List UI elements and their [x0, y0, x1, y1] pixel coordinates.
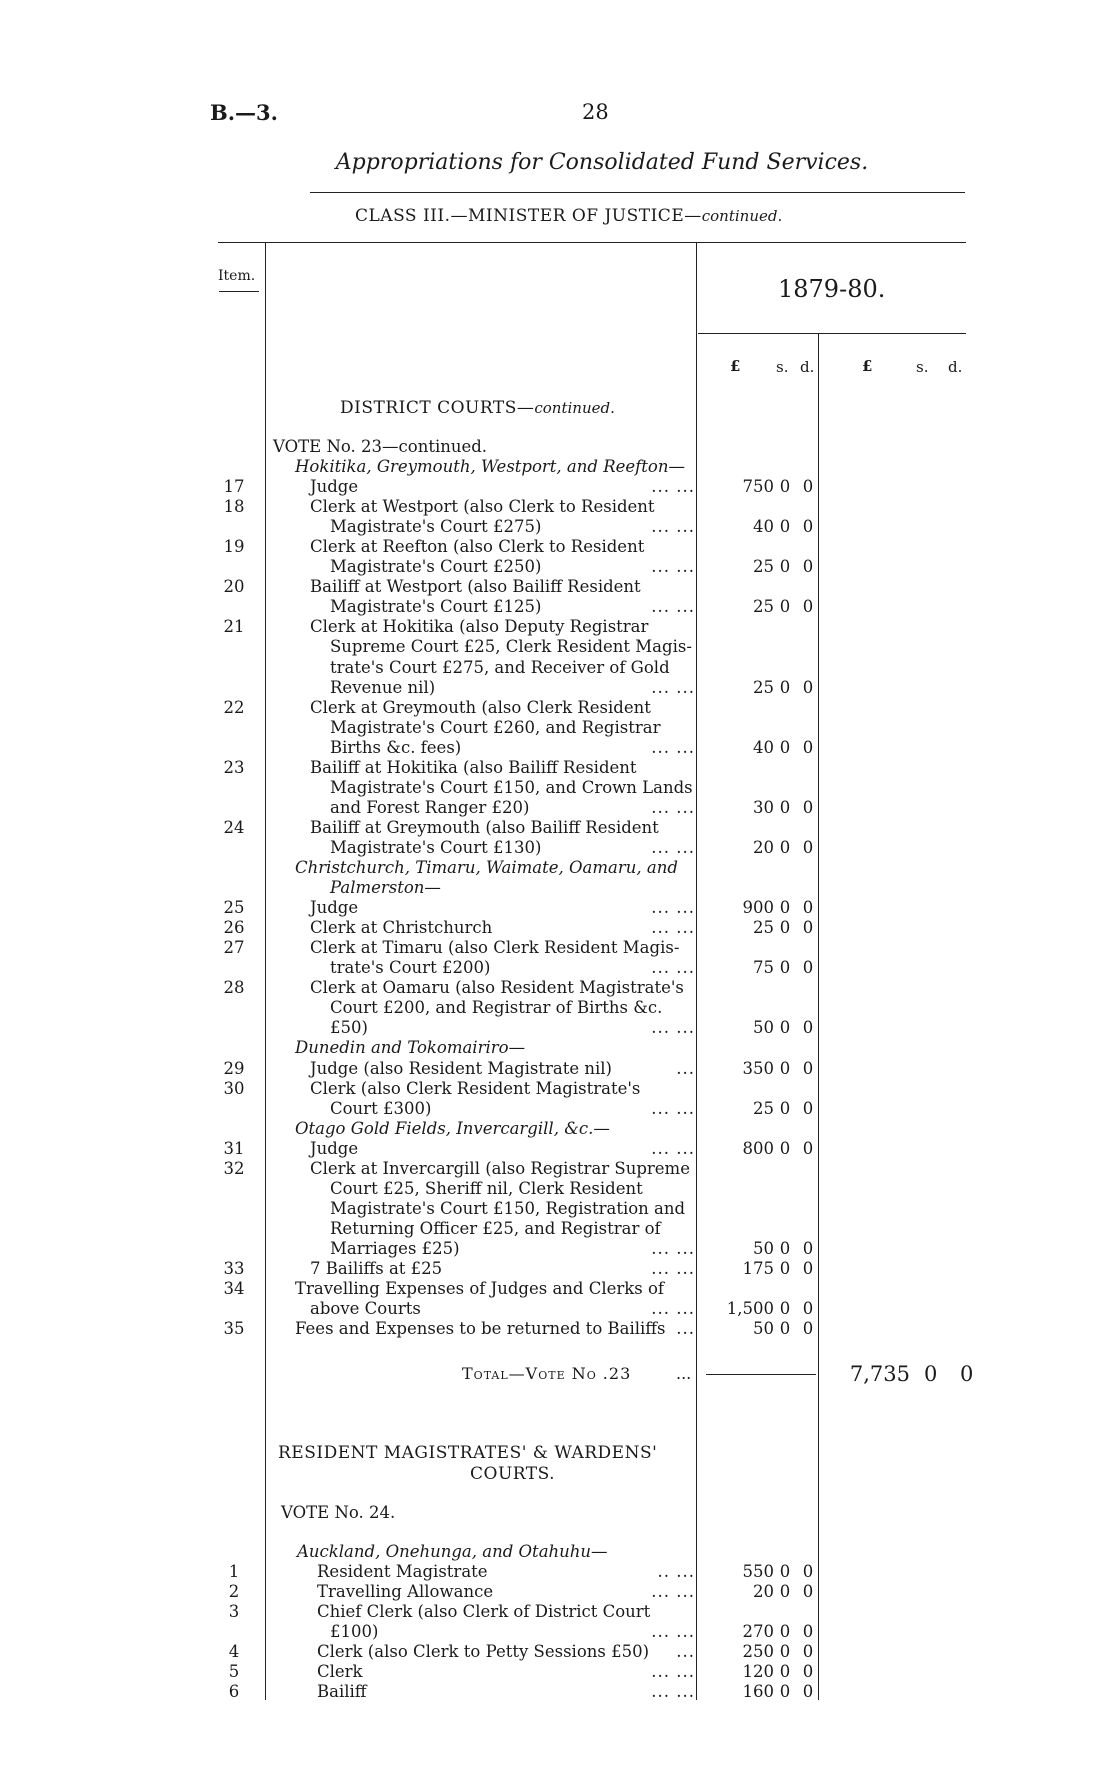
table-row: [0, 1562, 1114, 1582]
item-description: Births &c. fees): [330, 737, 462, 757]
amount-pence: 0: [802, 1259, 814, 1278]
table-row: [0, 798, 1114, 818]
shilling-column-header: s.: [776, 358, 789, 376]
table-row: [0, 938, 1114, 958]
amount-shillings: 0: [779, 1682, 791, 1701]
amount-shillings: 0: [779, 1238, 791, 1258]
amount-pence: 0: [802, 1562, 814, 1581]
item-number: 20: [223, 577, 245, 597]
amount-pounds: 20: [753, 837, 774, 857]
total-dots: ...: [676, 1364, 692, 1383]
item-description: Bailiff at Westport (also Bailiff Resident: [310, 577, 641, 597]
table-row: [0, 1642, 1114, 1662]
leader-dots: ... ...: [651, 918, 695, 938]
year-header: 1879-80.: [778, 275, 886, 303]
table-row: [0, 1179, 1114, 1199]
item-description: Fees and Expenses to be returned to Bailiffs: [295, 1319, 666, 1339]
leader-dots: ... ...: [651, 557, 695, 577]
item-description: Returning Officer £25, and Registrar of: [330, 1218, 661, 1238]
leader-dots: .. ...: [657, 1562, 695, 1581]
amount-pence: 0: [802, 597, 814, 617]
table-row: [0, 457, 1114, 477]
amount-pounds: 50: [753, 1319, 774, 1339]
amount-pence: 0: [802, 1319, 814, 1339]
item-number: 1: [228, 1562, 240, 1581]
amount-shillings: 0: [779, 1622, 791, 1641]
vote-heading: VOTE No. 23—continued.: [273, 437, 488, 456]
item-description: Travelling Expenses of Judges and Clerks of: [295, 1279, 665, 1299]
amount-pounds: 20: [753, 1582, 774, 1601]
amount-pounds: 50: [753, 1238, 774, 1258]
amount-pence: 0: [802, 898, 814, 918]
item-number: 23: [223, 757, 245, 777]
vote-heading-24: VOTE No. 24.: [281, 1503, 396, 1522]
amount-pounds: 75: [753, 958, 774, 978]
amount-shillings: 0: [779, 958, 791, 978]
item-number: 22: [223, 697, 245, 717]
item-description: Hokitika, Greymouth, Westport, and Reefton—: [295, 457, 685, 476]
amount-pounds: 800: [742, 1138, 774, 1158]
table-row: [0, 958, 1114, 978]
amount-pounds: 1,500: [726, 1299, 774, 1319]
table-row: [0, 718, 1114, 738]
table-row: [0, 818, 1114, 838]
amount-pounds: 25: [753, 677, 774, 697]
amount-shillings: 0: [779, 1299, 791, 1319]
title-rule: [310, 192, 965, 193]
item-description: Clerk (also Clerk Resident Magistrate's: [310, 1078, 641, 1098]
table-row: [0, 898, 1114, 918]
item-description: Clerk at Oamaru (also Resident Magistrate's: [310, 978, 684, 998]
item-number: 6: [228, 1682, 240, 1701]
amount-shillings: 0: [779, 1642, 791, 1661]
table-row: [0, 738, 1114, 758]
amount-pence: 0: [802, 1299, 814, 1319]
table-row: [0, 698, 1114, 718]
amount-shillings: 0: [779, 1562, 791, 1581]
item-number: 25: [223, 898, 245, 918]
amount-pence: 0: [802, 1098, 814, 1118]
amount-shillings: 0: [779, 737, 791, 757]
section-title-resident-magistrates-line2: COURTS.: [470, 1464, 556, 1484]
item-header-rule: [219, 291, 259, 292]
document-reference: B.—3.: [210, 100, 278, 125]
item-description: Resident Magistrate: [317, 1562, 488, 1581]
item-description: Travelling Allowance: [317, 1582, 494, 1601]
amount-pounds: 175: [742, 1259, 774, 1278]
page-number: 28: [582, 100, 609, 124]
item-description: Clerk at Westport (also Clerk to Resident: [310, 497, 655, 517]
shilling-total-column-header: s.: [916, 358, 929, 376]
amount-shillings: 0: [779, 517, 791, 537]
amount-shillings: 0: [779, 1319, 791, 1339]
table-row: [0, 858, 1114, 878]
table-row: [0, 637, 1114, 657]
item-description: Judge (also Resident Magistrate nil): [310, 1058, 612, 1078]
section-title-district-courts: DISTRICT COURTS—continued.: [340, 398, 615, 418]
table-row: [0, 1542, 1114, 1562]
item-description: Clerk at Reefton (also Clerk to Resident: [310, 537, 645, 557]
table-row: [0, 1099, 1114, 1119]
item-number: 31: [223, 1138, 245, 1158]
table-row: [0, 658, 1114, 678]
amount-pence: 0: [802, 1642, 814, 1661]
table-row: [0, 1038, 1114, 1058]
amount-pence: 0: [802, 1018, 814, 1038]
item-description: Court £200, and Registrar of Births &c.: [330, 998, 663, 1018]
leader-dots: ...: [676, 1058, 695, 1078]
class-heading: CLASS III.—MINISTER OF JUSTICE—continued.: [355, 206, 783, 226]
leader-dots: ... ...: [651, 1238, 695, 1258]
table-row: [0, 1079, 1114, 1099]
item-description: Chief Clerk (also Clerk of District Court: [317, 1602, 651, 1621]
total-label: Total—Vote No .23: [462, 1364, 632, 1383]
leader-dots: ... ...: [651, 1299, 695, 1319]
item-description: Clerk at Christchurch: [310, 918, 493, 938]
total-pounds: 7,735: [849, 1362, 910, 1386]
item-description: Clerk at Greymouth (also Clerk Resident: [310, 697, 651, 717]
leader-dots: ... ...: [651, 1662, 695, 1681]
amount-shillings: 0: [779, 837, 791, 857]
item-number: 24: [223, 817, 245, 837]
table-row: [0, 978, 1114, 998]
item-description: 7 Bailiffs at £25: [310, 1259, 443, 1278]
amount-shillings: 0: [779, 1098, 791, 1118]
table-row: [0, 1319, 1114, 1339]
amount-pence: 0: [802, 1662, 814, 1681]
table-row: [0, 878, 1114, 898]
leader-dots: ... ...: [651, 837, 695, 857]
year-header-rule: [698, 333, 966, 334]
amount-pence: 0: [802, 1058, 814, 1078]
table-row: [0, 918, 1114, 938]
item-number: 34: [223, 1279, 245, 1299]
amount-pounds: 40: [753, 737, 774, 757]
item-description: Judge: [310, 477, 359, 497]
leader-dots: ... ...: [651, 1259, 695, 1278]
item-number: 26: [223, 918, 245, 938]
item-description: Magistrate's Court £260, and Registrar: [330, 717, 661, 737]
item-description: Magistrate's Court £130): [330, 837, 542, 857]
amount-pence: 0: [802, 517, 814, 537]
item-number: 3: [228, 1602, 240, 1621]
item-number: 5: [228, 1662, 240, 1681]
item-description: Otago Gold Fields, Invercargill, &c.—: [295, 1118, 610, 1138]
item-description: Bailiff at Hokitika (also Bailiff Resident: [310, 757, 637, 777]
amount-shillings: 0: [779, 1259, 791, 1278]
amount-pounds: 25: [753, 1098, 774, 1118]
amount-pounds: 30: [753, 797, 774, 817]
table-row: [0, 1662, 1114, 1682]
leader-dots: ... ...: [651, 958, 695, 978]
amount-pence: 0: [802, 737, 814, 757]
item-description: Magistrate's Court £125): [330, 597, 542, 617]
amount-pence: 0: [802, 837, 814, 857]
amount-shillings: 0: [779, 797, 791, 817]
amount-pence: 0: [802, 918, 814, 938]
table-row: [0, 1239, 1114, 1259]
item-number: 29: [223, 1058, 245, 1078]
pound-total-column-header: £: [862, 357, 873, 375]
amount-pounds: 250: [742, 1642, 774, 1661]
item-description: Palmerston—: [330, 878, 441, 898]
leader-dots: ... ...: [651, 1098, 695, 1118]
amount-pounds: 160: [742, 1682, 774, 1701]
item-description: Clerk (also Clerk to Petty Sessions £50): [317, 1642, 650, 1661]
amount-pounds: 750: [742, 477, 774, 497]
leader-dots: ... ...: [651, 1682, 695, 1701]
amount-shillings: 0: [779, 557, 791, 577]
item-number: 35: [223, 1319, 245, 1339]
page-title: Appropriations for Consolidated Fund Services.: [335, 150, 869, 175]
item-description: and Forest Ranger £20): [330, 797, 530, 817]
leader-dots: ... ...: [651, 1622, 695, 1641]
amount-shillings: 0: [779, 1018, 791, 1038]
table-row: [0, 838, 1114, 858]
table-row: [0, 497, 1114, 517]
item-description: Clerk at Invercargill (also Registrar Supreme: [310, 1158, 690, 1178]
amount-pounds: 120: [742, 1662, 774, 1681]
table-row: [0, 1059, 1114, 1079]
table-row: [0, 517, 1114, 537]
item-description: above Courts: [310, 1299, 421, 1319]
amount-pounds: 350: [742, 1058, 774, 1078]
item-description: Magistrate's Court £275): [330, 517, 542, 537]
item-number: 28: [223, 978, 245, 998]
amount-shillings: 0: [779, 898, 791, 918]
item-description: Clerk at Hokitika (also Deputy Registrar: [310, 617, 649, 637]
amount-pence: 0: [802, 1682, 814, 1701]
item-description: Marriages £25): [330, 1238, 460, 1258]
amount-pounds: 25: [753, 918, 774, 938]
item-description: trate's Court £275, and Receiver of Gold: [330, 657, 670, 677]
table-row: [0, 577, 1114, 597]
amount-shillings: 0: [779, 1138, 791, 1158]
table-row: [0, 1582, 1114, 1602]
amount-pounds: 550: [742, 1562, 774, 1581]
table-row: [0, 477, 1114, 497]
table-row: [0, 1018, 1114, 1038]
item-description: Christchurch, Timaru, Waimate, Oamaru, and: [295, 858, 678, 877]
item-number: 33: [223, 1259, 245, 1278]
leader-dots: ... ...: [651, 898, 695, 918]
item-description: Magistrate's Court £150, Registration and: [330, 1198, 686, 1218]
leader-dots: ...: [676, 1319, 695, 1339]
amount-shillings: 0: [779, 918, 791, 938]
table-row: [0, 1602, 1114, 1622]
table-row: [0, 1622, 1114, 1642]
amount-pounds: 270: [742, 1622, 774, 1641]
table-row: [0, 758, 1114, 778]
item-description: Judge: [310, 1138, 359, 1158]
item-description: trate's Court £200): [330, 958, 491, 978]
leader-dots: ... ...: [651, 677, 695, 697]
item-number: 21: [223, 617, 245, 637]
item-description: Magistrate's Court £250): [330, 557, 542, 577]
item-number: 2: [228, 1582, 240, 1601]
total-shillings: 0: [924, 1362, 938, 1386]
table-row: [0, 1159, 1114, 1179]
item-number: 27: [223, 938, 245, 958]
leader-dots: ... ...: [651, 597, 695, 617]
leader-dots: ... ...: [651, 477, 695, 497]
amount-shillings: 0: [779, 1662, 791, 1681]
amount-pounds: 40: [753, 517, 774, 537]
total-rule: [706, 1374, 816, 1375]
item-description: Supreme Court £25, Clerk Resident Magis-: [330, 637, 692, 657]
table-row: [0, 1259, 1114, 1279]
item-description: Clerk: [317, 1662, 363, 1681]
leader-dots: ...: [676, 1642, 695, 1661]
pence-column-header: d.: [800, 358, 815, 376]
amount-pence: 0: [802, 1238, 814, 1258]
amount-pence: 0: [802, 677, 814, 697]
item-description: Revenue nil): [330, 677, 436, 697]
amount-shillings: 0: [779, 597, 791, 617]
amount-pence: 0: [802, 1622, 814, 1641]
amount-pence: 0: [802, 557, 814, 577]
leader-dots: ... ...: [651, 1018, 695, 1038]
amount-pence: 0: [802, 958, 814, 978]
section-title-resident-magistrates: RESIDENT MAGISTRATES' & WARDENS': [278, 1443, 658, 1463]
leader-dots: ... ...: [651, 517, 695, 537]
amount-pounds: 50: [753, 1018, 774, 1038]
table-row: [0, 1682, 1114, 1702]
item-number: 4: [228, 1642, 240, 1661]
item-description: Dunedin and Tokomairiro—: [295, 1038, 526, 1058]
item-column-header: Item.: [218, 268, 256, 284]
table-row: [0, 1219, 1114, 1239]
table-row: [0, 1279, 1114, 1299]
amount-shillings: 0: [779, 1582, 791, 1601]
amount-pounds: 25: [753, 597, 774, 617]
table-row: [0, 998, 1114, 1018]
amount-pounds: 25: [753, 557, 774, 577]
pence-total-column-header: d.: [948, 358, 963, 376]
table-row: [0, 1299, 1114, 1319]
item-description: Bailiff at Greymouth (also Bailiff Resident: [310, 817, 659, 837]
amount-shillings: 0: [779, 1058, 791, 1078]
table-top-rule: [218, 242, 966, 243]
leader-dots: ... ...: [651, 737, 695, 757]
item-number: 17: [223, 477, 245, 497]
table-row: [0, 1119, 1114, 1139]
table-row: [0, 537, 1114, 557]
total-pence: 0: [960, 1362, 974, 1386]
item-description: Court £300): [330, 1098, 432, 1118]
item-description: £50): [330, 1018, 368, 1038]
table-row: [0, 1139, 1114, 1159]
amount-pence: 0: [802, 1138, 814, 1158]
item-description: Judge: [310, 898, 359, 918]
table-row: [0, 678, 1114, 698]
amount-pence: 0: [802, 797, 814, 817]
item-description: Auckland, Onehunga, and Otahuhu—: [297, 1542, 608, 1561]
leader-dots: ... ...: [651, 797, 695, 817]
item-description: Court £25, Sheriff nil, Clerk Resident: [330, 1178, 643, 1198]
amount-pounds: 900: [742, 898, 774, 918]
item-number: 30: [223, 1078, 245, 1098]
amount-pence: 0: [802, 477, 814, 497]
item-description: £100): [330, 1622, 379, 1641]
item-number: 18: [223, 497, 245, 517]
item-number: 19: [223, 537, 245, 557]
table-row: [0, 617, 1114, 637]
amount-shillings: 0: [779, 677, 791, 697]
table-row: [0, 1199, 1114, 1219]
pound-column-header: £: [730, 357, 741, 375]
table-row: [0, 778, 1114, 798]
table-row: [0, 597, 1114, 617]
item-description: Bailiff: [317, 1682, 367, 1701]
item-number: 32: [223, 1158, 245, 1178]
leader-dots: ... ...: [651, 1582, 695, 1601]
amount-shillings: 0: [779, 477, 791, 497]
leader-dots: ... ...: [651, 1138, 695, 1158]
table-row: [0, 557, 1114, 577]
item-description: Magistrate's Court £150, and Crown Lands: [330, 777, 693, 797]
amount-pence: 0: [802, 1582, 814, 1601]
item-description: Clerk at Timaru (also Clerk Resident Magis-: [310, 938, 680, 958]
